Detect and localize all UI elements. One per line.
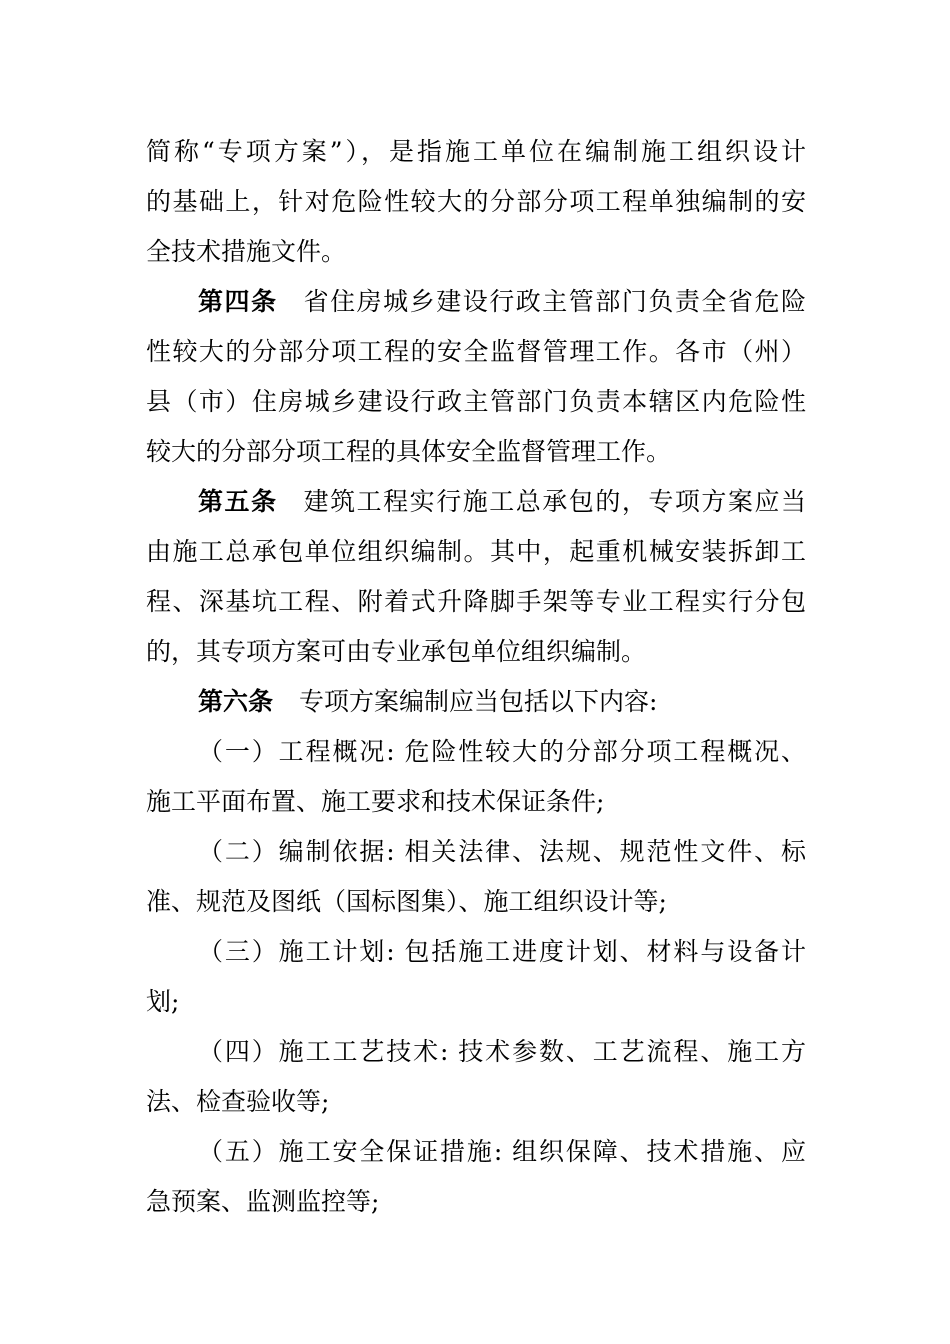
article-text: 建筑工程实行施工总承包的，专项方案应当: [303, 487, 806, 516]
text-line: 急预案、监测监控等;: [146, 1187, 380, 1216]
text-line: 全技术措施文件。: [146, 237, 347, 266]
text-line: 程、深基坑工程、附着式升降脚手架等专业工程实行分包: [146, 587, 806, 616]
text-line: 简称“专项方案”），是指施工单位在编制施工组织设计: [146, 137, 806, 166]
list-item-line: （二）编制依据: 相关法律、法规、规范性文件、标: [198, 837, 806, 866]
article-first-line: [198, 482, 806, 522]
text-line: 划;: [146, 987, 180, 1016]
list-item-line: （四）施工工艺技术: 技术参数、工艺流程、施工方: [198, 1037, 806, 1066]
text-line: 较大的分部分项工程的具体安全监督管理工作。: [146, 437, 672, 466]
article-first-line: [198, 682, 806, 722]
text-line: 的，其专项方案可由专业承包单位组织编制。: [146, 637, 647, 666]
text-line: 由施工总承包单位组织编制。其中，起重机械安装拆卸工: [146, 537, 806, 566]
list-item-line: （五）施工安全保证措施: 组织保障、技术措施、应: [198, 1137, 806, 1166]
article-label: 第六条: [198, 687, 274, 716]
article-label: 第五条: [198, 487, 278, 516]
article-text: 专项方案编制应当包括以下内容:: [299, 687, 658, 716]
list-item-line: （三）施工计划: 包括施工进度计划、材料与设备计: [198, 937, 806, 966]
text-line: 性较大的分部分项工程的安全监督管理工作。各市（州）: [146, 337, 806, 366]
text-line: 准、规范及图纸（国标图集）、施工组织设计等;: [146, 887, 667, 916]
article-text: 省住房城乡建设行政主管部门负责全省危险: [303, 287, 806, 316]
text-line: 的基础上，针对危险性较大的分部分项工程单独编制的安: [146, 187, 806, 216]
article-label: 第四条: [198, 287, 278, 316]
text-line: 法、检查验收等;: [146, 1087, 330, 1116]
text-line: 县（市）住房城乡建设行政主管部门负责本辖区内危险性: [146, 387, 806, 416]
list-item-line: （一）工程概况: 危险性较大的分部分项工程概况、: [198, 737, 806, 766]
article-first-line: [198, 282, 806, 322]
text-line: 施工平面布置、施工要求和技术保证条件;: [146, 787, 605, 816]
